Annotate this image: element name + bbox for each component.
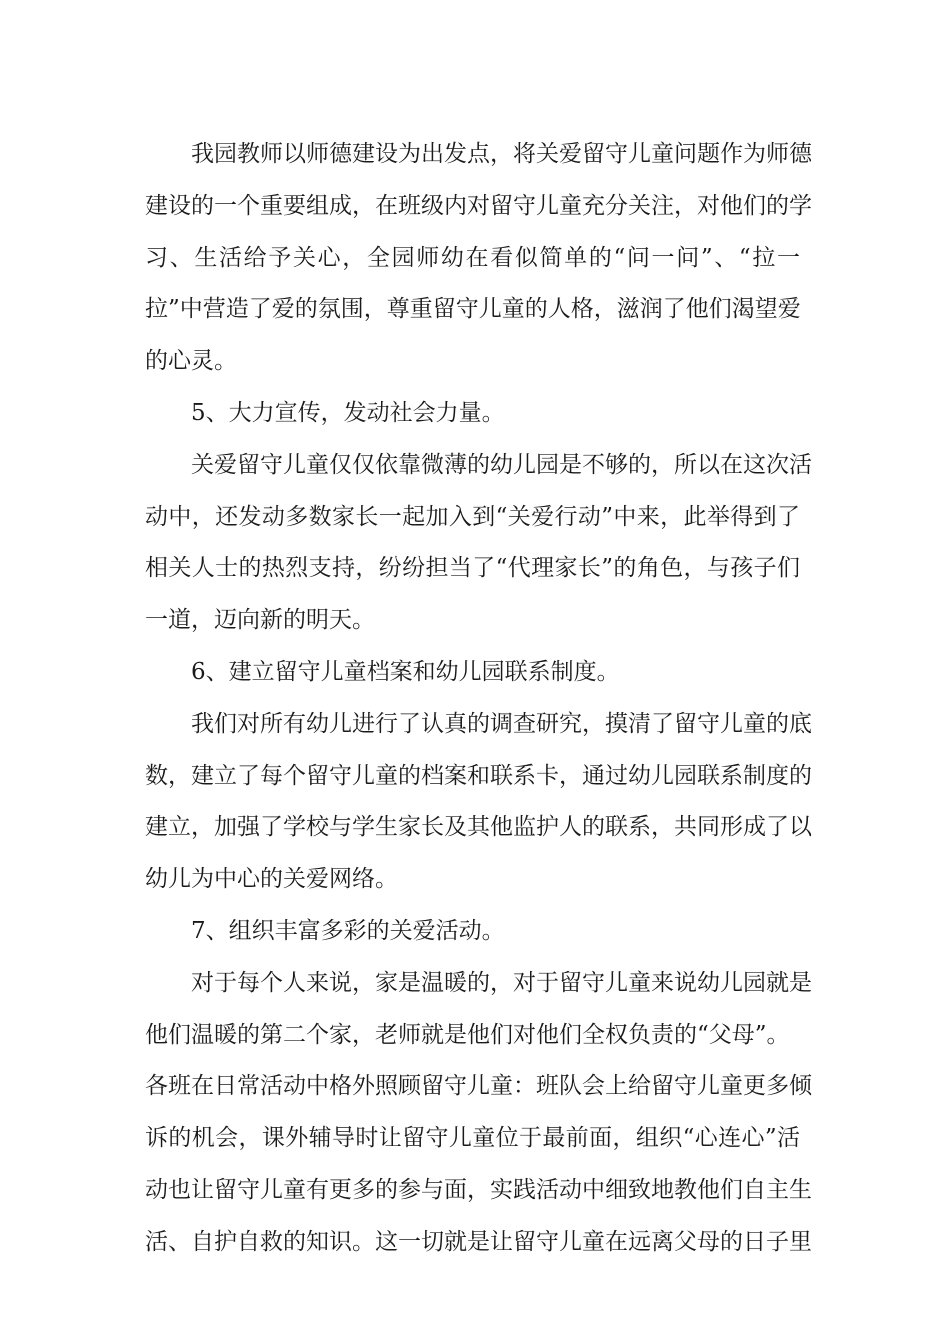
text-line: 习、生活给予关心，全园师幼在看似简单的“问一问”、“拉一 — [145, 244, 800, 271]
text-line: 建立，加强了学校与学生家长及其他监护人的联系，共同形成了以 — [145, 814, 812, 841]
text-line: 幼儿为中心的关爱网络。 — [145, 866, 398, 893]
text-line: 动中，还发动多数家长一起加入到“关爱行动”中来，此举得到了 — [145, 503, 800, 530]
text-line: 拉”中营造了爱的氛围，尊重留守儿童的人格，滋润了他们渴望爱 — [145, 296, 801, 323]
paragraph-teacher-ethics — [145, 129, 812, 388]
text-line: 活、自护自救的知识。这一切就是让留守儿童在远离父母的日子里 — [145, 1228, 812, 1255]
text-line: 数，建立了每个留守儿童的档案和联系卡，通过幼儿园联系制度的 — [145, 762, 812, 789]
document-page — [145, 129, 812, 1269]
section-heading: 6、建立留守儿童档案和幼儿园联系制度。 — [191, 658, 620, 685]
heading-7-activities — [145, 906, 800, 958]
paragraph-parents-action — [145, 440, 812, 647]
section-heading: 5、大力宣传，发动社会力量。 — [191, 399, 505, 426]
paragraph-survey — [145, 699, 812, 906]
text-line: 一道，迈向新的明天。 — [145, 607, 375, 634]
heading-6-archives — [145, 647, 800, 699]
text-line: 关爱留守儿童仅仅依靠微薄的幼儿园是不够的，所以在这次活 — [191, 451, 812, 478]
text-line: 各班在日常活动中格外照顾留守儿童：班队会上给留守儿童更多倾 — [145, 1073, 812, 1100]
text-line: 对于每个人来说，家是温暖的，对于留守儿童来说幼儿园就是 — [191, 969, 812, 996]
section-heading: 7、组织丰富多彩的关爱活动。 — [191, 917, 505, 944]
text-line: 相关人士的热烈支持，纷纷担当了“代理家长”的角色，与孩子们 — [145, 555, 800, 582]
text-line: 的心灵。 — [145, 348, 237, 375]
text-line: 他们温暖的第二个家，老师就是他们对他们全权负责的“父母”。 — [145, 1021, 790, 1048]
text-line: 动也让留守儿童有更多的参与面，实践活动中细致地教他们自主生 — [145, 1176, 812, 1203]
text-line: 诉的机会，课外辅导时让留守儿童位于最前面，组织“心连心”活 — [145, 1125, 800, 1152]
heading-5-publicity — [145, 388, 800, 440]
text-line: 我园教师以师德建设为出发点，将关爱留守儿童问题作为师德 — [191, 141, 812, 167]
paragraph-home-warmth — [145, 958, 812, 1269]
text-line: 我们对所有幼儿进行了认真的调查研究，摸清了留守儿童的底 — [191, 710, 812, 737]
text-line: 建设的一个重要组成，在班级内对留守儿童充分关注，对他们的学 — [145, 192, 812, 219]
